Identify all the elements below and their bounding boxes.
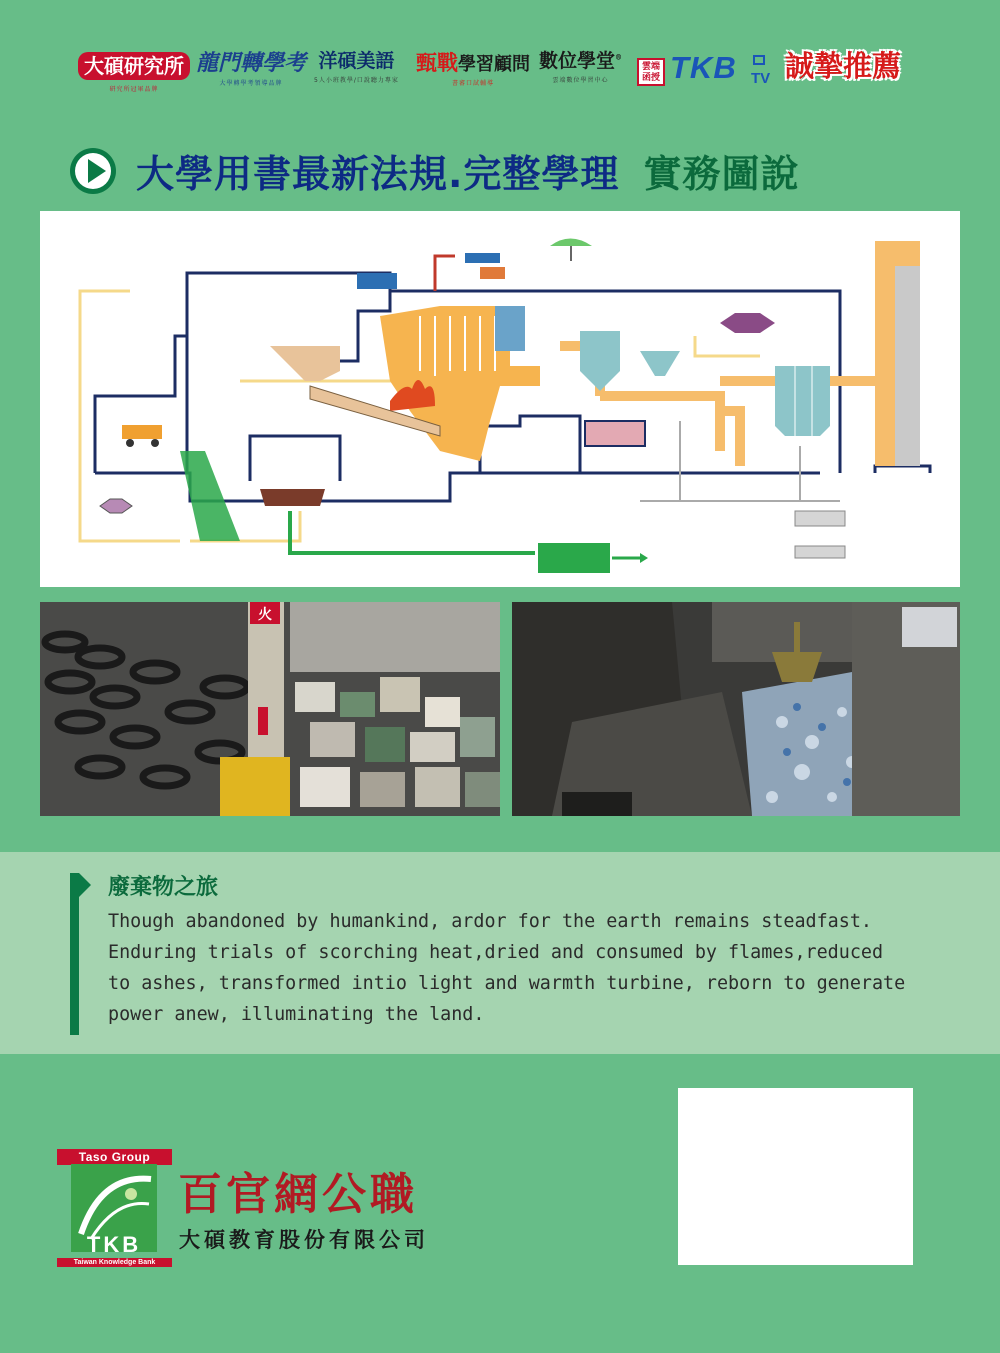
incineration-plant-diagram xyxy=(40,211,960,587)
ash-storage xyxy=(538,543,610,573)
control-box-orange xyxy=(480,267,505,279)
brand-cloud-correspondence: 雲端函授 xyxy=(637,58,665,86)
silo-group xyxy=(775,366,830,436)
knowledge-bank-label: Taiwan Knowledge Bank xyxy=(57,1258,172,1267)
tkb-letters: TKB xyxy=(86,1232,142,1257)
brand-tv-label: TV xyxy=(751,70,771,87)
brand-dashuo-graduate xyxy=(78,52,190,93)
brand-longmen-tagline: 大學轉學考領導品牌 xyxy=(219,80,283,87)
brand-digital-school-tagline: 雲端數位學習中心 xyxy=(552,77,609,84)
caption-body: Though abandoned by humankind, ardor for the earth remains steadfast. Enduring trials of scorching heat,dried and consumed by flames,reduced to ashes, transformed intio light and warmth turbine, reborn to generate power anew, illuminating the land. xyxy=(108,911,906,1025)
fire-extinguisher-icon xyxy=(258,707,268,735)
brand-digital-school xyxy=(539,52,622,84)
brand-digital-school-name xyxy=(539,52,622,71)
brand-yangshuo-tagline: 5人小班教學/口說聽力專家 xyxy=(314,77,399,84)
headline-text xyxy=(136,143,799,198)
turbine xyxy=(585,421,645,446)
play-icon xyxy=(70,148,116,194)
caption-title: 廢棄物之旅 xyxy=(108,875,219,900)
scrubber xyxy=(495,306,525,351)
brand-yangshuo xyxy=(314,52,399,84)
ash-conveyor xyxy=(795,511,845,526)
brand-zhenzhan-red: 甄戰 xyxy=(416,50,458,75)
photo-tire-waste xyxy=(40,602,500,816)
brand-zhenzhan-rest: 學習顧問 xyxy=(458,54,530,75)
photo-refuse-pit xyxy=(512,602,960,816)
truck-icon xyxy=(122,425,162,439)
brand-strip xyxy=(78,49,928,104)
caption-arrow-icon xyxy=(79,873,91,897)
id-fan xyxy=(720,313,775,333)
left-annex xyxy=(95,336,187,473)
control-box-blue xyxy=(357,273,397,289)
headline xyxy=(70,143,799,198)
stack-base xyxy=(875,466,930,473)
feed-hopper xyxy=(270,346,340,381)
brand-zhenzhan xyxy=(416,52,530,87)
pit-wall xyxy=(187,291,190,473)
control-box-top xyxy=(465,253,500,263)
ash-line xyxy=(290,511,535,553)
barcode-placeholder xyxy=(678,1088,913,1265)
tv-screen-icon xyxy=(753,55,765,65)
brand-tkb-tv xyxy=(670,50,771,87)
brand-yangshuo-name: 洋碩美語 xyxy=(318,50,395,72)
brand-tkb-name: TKB xyxy=(670,50,737,85)
cyclone-2 xyxy=(640,351,680,376)
taso-group-label: Taso Group xyxy=(57,1149,172,1165)
brand-recommend xyxy=(785,49,902,83)
brand-dashuo-graduate-name: 大碩研究所 xyxy=(78,52,190,80)
brand-zhenzhan-tagline: 書審口試輔導 xyxy=(451,80,494,87)
cyclone-1 xyxy=(580,331,620,391)
slag-pit xyxy=(260,489,325,506)
headline-accent: 實務圖說 xyxy=(643,152,800,196)
caption-accent-bar xyxy=(70,873,79,1035)
recommend-label: 誠摯推薦 xyxy=(785,49,902,83)
warning-sign-text: 火 xyxy=(258,607,272,623)
registered-icon: ® xyxy=(615,52,623,62)
air-duct-1 xyxy=(80,291,130,401)
brand-longmen-name: 龍門轉學考 xyxy=(196,50,307,76)
brand-longmen xyxy=(196,52,306,87)
umbrella-icon xyxy=(550,239,592,247)
headline-main: 大學用書最新法規.完整學理 xyxy=(136,152,620,196)
publisher-name: 百官網公職 xyxy=(178,1169,418,1220)
valve-icon xyxy=(100,499,132,513)
brand-dashuo-graduate-tagline: 研究所冠軍品牌 xyxy=(109,86,159,93)
brand-zhenzhan-name xyxy=(416,52,530,74)
air-duct-4 xyxy=(695,336,760,356)
brand-digital-school-text: 數位學堂 xyxy=(539,50,616,72)
mid-wall xyxy=(480,416,580,473)
bunker-line xyxy=(250,436,340,481)
publisher-company: 大碩教育股份有限公司 xyxy=(179,1228,429,1252)
